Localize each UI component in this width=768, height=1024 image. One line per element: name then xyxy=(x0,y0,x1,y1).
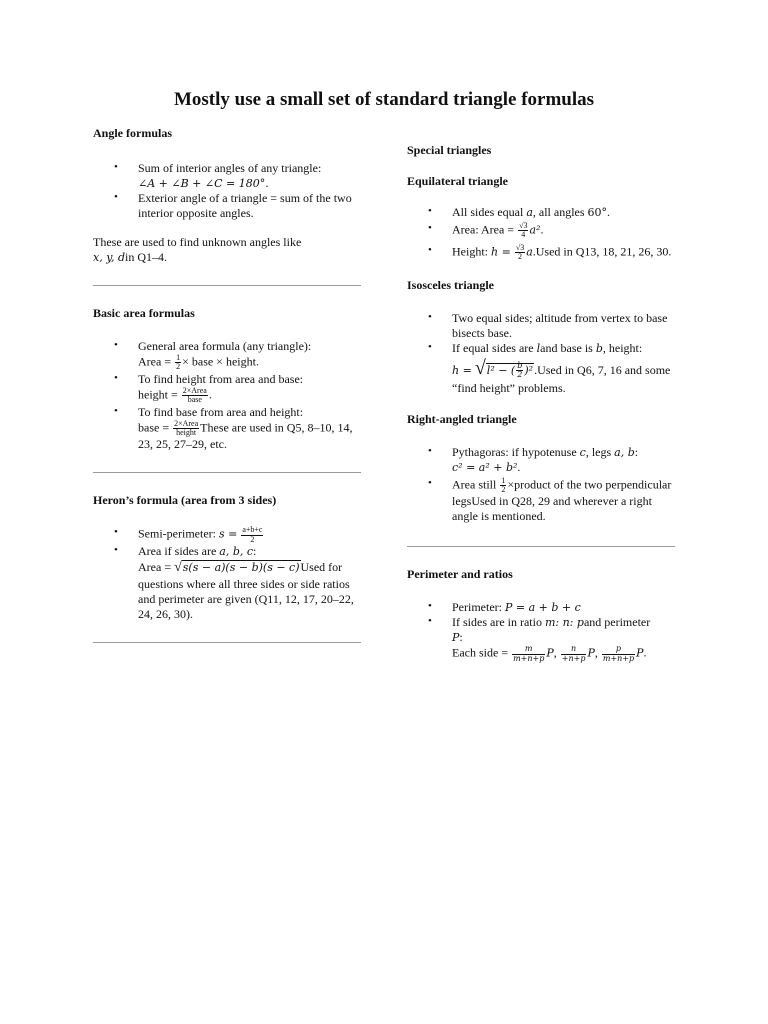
pythagoras-formula: c² = a² + b² xyxy=(452,460,518,474)
bullet-text: Height: xyxy=(452,244,488,259)
equilateral-section xyxy=(407,174,677,262)
formula-label: height = xyxy=(138,387,178,402)
bullet-text: Pythagoras: if hypotenuse xyxy=(452,444,577,459)
separator: , xyxy=(594,645,598,660)
perimeter-formula: P = a + b + c xyxy=(504,601,581,615)
radicand: l² − ( $\frac{b}{2}$ )² xyxy=(486,360,534,380)
list-item xyxy=(93,161,361,191)
list-item xyxy=(93,405,361,453)
colon: : xyxy=(459,630,463,645)
formula-end: . xyxy=(540,222,544,237)
section-divider xyxy=(93,472,361,473)
bullet-text: , all angles xyxy=(532,205,585,219)
fraction-height: $\frac{\text{2×Area}}{\text{base}}$ xyxy=(182,385,207,405)
bullet-text: To find height from area and base: xyxy=(138,371,304,386)
bullet-text: Sum of interior angles of any triangle: xyxy=(138,161,322,175)
list-item xyxy=(407,477,677,525)
angle-note xyxy=(93,235,361,265)
perimeter-ratios-list xyxy=(407,600,677,663)
fraction-n: $\frac{n}{+n+p}$ xyxy=(561,644,586,663)
note-text: These are used to find unknown angles like xyxy=(93,235,302,249)
equilateral-heading: Equilateral triangle xyxy=(407,174,508,188)
area-expr: a² xyxy=(529,223,541,237)
usage-note: These are used in Q5, 8–10, 14, 23, 25, 27–29, etc. xyxy=(138,420,353,452)
bullet-text: Perimeter: xyxy=(452,600,502,615)
bullet-text: Area if sides are xyxy=(138,544,217,559)
bullet-text: All sides equal xyxy=(452,205,524,219)
page-title: Mostly use a small set of standard triangle formulas xyxy=(173,89,595,110)
bullet-text: , legs xyxy=(585,444,612,459)
list-item xyxy=(407,311,677,341)
heron-area-formula xyxy=(138,559,361,622)
fraction-semi-perimeter: $\frac{a+b+c}{2}$ xyxy=(242,525,263,544)
perimeter-var: P xyxy=(452,631,460,645)
bullet-text: Two equal sides; altitude from vertex to base bisects base. xyxy=(452,310,668,340)
equilateral-list xyxy=(407,205,677,262)
bullet-text: and perimeter xyxy=(583,615,651,630)
bullet-text: Area still xyxy=(452,477,497,492)
special-triangles-heading: Special triangles xyxy=(407,143,492,157)
right-angled-section xyxy=(407,412,677,525)
side-var: a xyxy=(526,206,533,219)
note-vars: x, y, d xyxy=(93,251,125,264)
fraction-one-half: $\frac{1}{2}$ xyxy=(501,475,506,494)
bullet-text: Semi-perimeter: xyxy=(138,526,216,541)
isosceles-list xyxy=(407,311,677,396)
height-symbol: h = xyxy=(452,363,472,377)
list-item xyxy=(407,600,677,615)
list-item xyxy=(93,191,361,221)
radicand: s(s − a)(s − b)(s − c) xyxy=(182,561,300,575)
list-item xyxy=(407,615,677,663)
formula-tail: × base × height. xyxy=(182,354,259,369)
bullet-text: General area formula (any triangle): xyxy=(138,339,312,353)
list-item xyxy=(93,526,361,544)
usage-note: .Used in Q6, 7, 16 and some “find height” problems. xyxy=(452,362,671,395)
formula-end: . xyxy=(607,205,611,219)
section-divider xyxy=(407,546,675,547)
perimeter-var: P xyxy=(636,646,644,660)
angle-sum-formula: ∠A + ∠B + ∠C = 180°. xyxy=(138,177,269,190)
angle-value: 60° xyxy=(587,206,608,219)
herons-formula-heading: Heron’s formula (area from 3 sides) xyxy=(93,493,277,508)
formula-label: Area = xyxy=(138,560,172,575)
perimeter-var: P xyxy=(587,646,595,660)
colon: : xyxy=(253,544,257,559)
usage-note: ×product of the two perpendicular legsUsed in Q28, 29 and wherever a right angle is mentioned. xyxy=(452,477,672,524)
list-item xyxy=(407,244,677,262)
herons-formula-list xyxy=(93,526,361,559)
bullet-text: If equal sides are xyxy=(452,340,534,355)
formula-label: Area = xyxy=(138,354,172,369)
section-divider xyxy=(93,642,361,643)
isosceles-heading: Isosceles triangle xyxy=(407,277,494,292)
angle-formulas-section xyxy=(93,126,361,265)
fraction-root3-over-4: $\frac{√3}{4}$ xyxy=(519,221,528,240)
fraction-p: $\frac{p}{m+n+p}$ xyxy=(602,644,635,663)
formula-end: . xyxy=(208,387,212,402)
formula-end: . xyxy=(643,645,647,660)
list-item xyxy=(407,445,677,475)
list-item xyxy=(407,222,677,240)
legs-vars: a, b xyxy=(614,445,635,459)
left-column xyxy=(93,126,361,643)
semi-perimeter-symbol: s = xyxy=(218,527,238,541)
perimeter-var: P xyxy=(546,646,554,660)
height-symbol: h = xyxy=(491,245,511,259)
fraction-b-over-2: $\frac{b}{2}$ xyxy=(517,360,523,380)
list-item xyxy=(93,544,361,559)
usage-note: Used for questions where all three sides or side ratios and perimeter are given (Q11, 12, 17, 20–22, 24, 26, 30). xyxy=(138,560,354,621)
basic-area-list xyxy=(93,339,361,452)
usage-note: .Used in Q13, 18, 21, 26, 30. xyxy=(532,244,672,259)
perimeter-ratios-section xyxy=(407,567,677,663)
fraction-one-half: $\frac{1}{2}$ xyxy=(176,353,181,372)
square-root: √s(s − a)(s − b)(s − c) xyxy=(174,560,300,576)
bullet-text: and base is xyxy=(540,340,593,355)
fraction-base: $\frac{\text{2×Area}}{\text{height}}$ xyxy=(174,418,199,437)
angle-formulas-list xyxy=(93,161,361,221)
side-vars: a, b, c xyxy=(219,545,254,559)
colon: : xyxy=(634,444,639,459)
basic-area-section xyxy=(93,306,361,452)
herons-formula-section xyxy=(93,493,361,621)
square-root: √l² − ( $\frac{b}{2}$ )² xyxy=(474,356,534,380)
formula-label: Each side = xyxy=(452,645,509,660)
angle-formulas-heading: Angle formulas xyxy=(93,126,172,140)
list-item xyxy=(407,341,677,396)
list-item xyxy=(93,372,361,405)
side-var: a xyxy=(526,245,533,259)
ratio-vars: m: n: p xyxy=(544,616,584,630)
right-column xyxy=(407,143,677,663)
formula-label: base = xyxy=(138,420,170,435)
base-var: b xyxy=(595,341,603,355)
list-item xyxy=(407,205,677,220)
bullet-text: , height: xyxy=(602,340,643,355)
bullet-text: Exterior angle of a triangle = sum of the two interior opposite angles. xyxy=(138,191,352,220)
basic-area-heading: Basic area formulas xyxy=(93,306,195,320)
isosceles-section xyxy=(407,278,677,396)
bullet-text: Area: Area = xyxy=(452,222,515,237)
perimeter-ratios-heading: Perimeter and ratios xyxy=(407,567,513,582)
equal-side-var: l xyxy=(536,341,541,355)
right-angled-heading: Right-angled triangle xyxy=(407,411,517,426)
right-angled-list xyxy=(407,445,677,525)
note-tail: in Q1–4. xyxy=(125,250,167,264)
section-divider xyxy=(93,285,361,286)
hypotenuse-var: c xyxy=(579,445,586,459)
list-item xyxy=(93,339,361,372)
fraction-root3-over-2: $\frac{√3}{2}$ xyxy=(515,242,525,262)
bullet-text: To find base from area and height: xyxy=(138,404,304,419)
bullet-text: If sides are in ratio xyxy=(452,615,542,630)
fraction-m: $\frac{m}{m+n+p}$ xyxy=(513,644,545,663)
separator: , xyxy=(553,645,557,660)
formula-end: . xyxy=(517,459,521,474)
